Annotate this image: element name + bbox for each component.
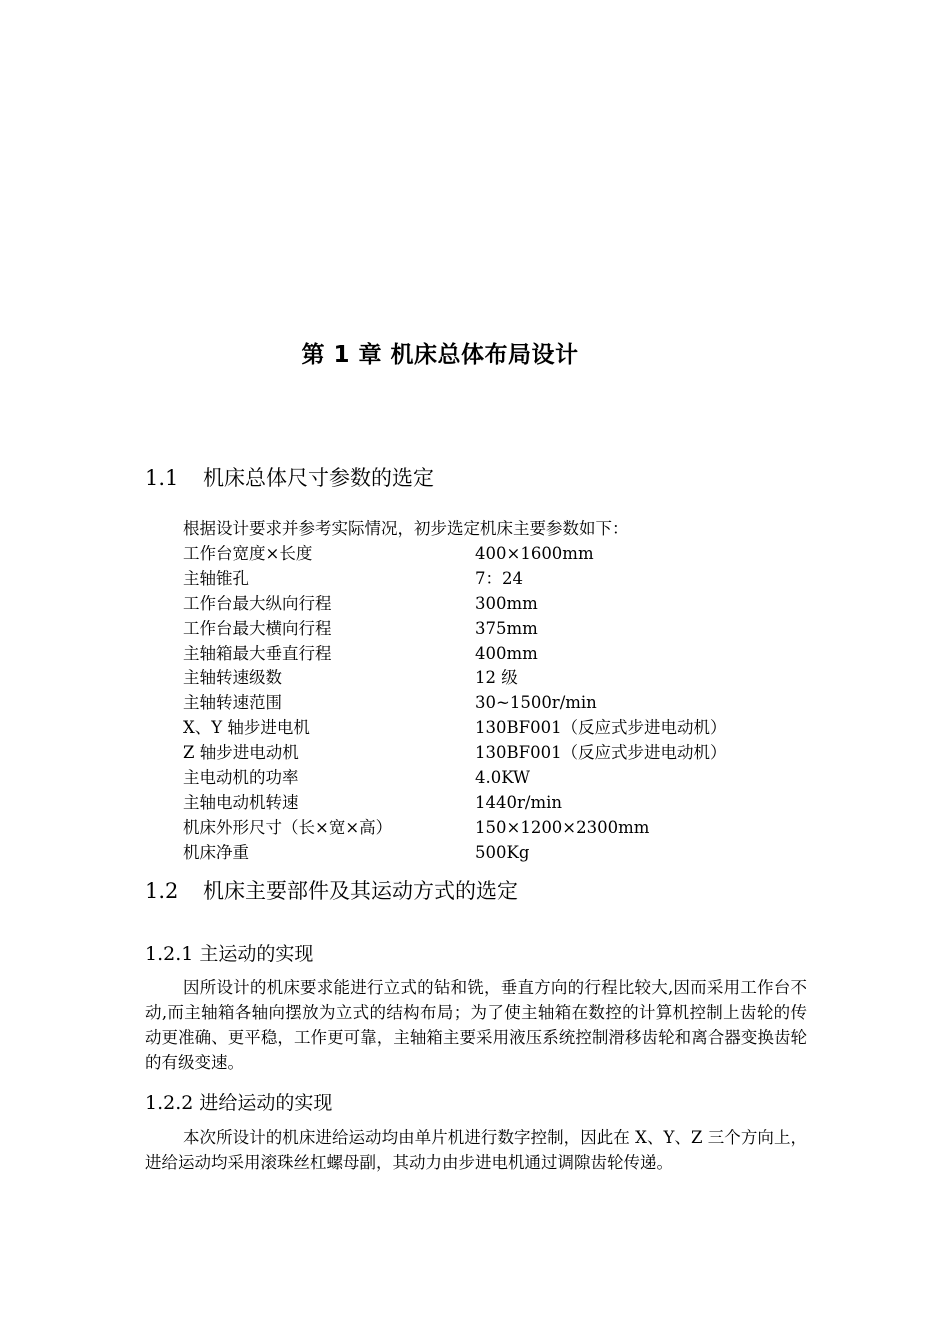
param-name: 主轴锥孔 xyxy=(183,568,249,588)
param-row xyxy=(183,615,727,640)
intro-text: 根据设计要求并参考实际情况，初步选定机床主要参数如下： xyxy=(183,519,629,538)
param-value: 300mm xyxy=(475,593,538,613)
section-1-2-1-heading: 1.2.1 主运动的实现 xyxy=(145,943,314,965)
param-name: Z 轴步进电动机 xyxy=(183,743,299,763)
param-name: 工作台宽度×长度 xyxy=(183,544,313,563)
section-1-1-heading xyxy=(145,462,434,492)
param-row xyxy=(183,540,727,565)
param-value: 400mm xyxy=(475,643,538,663)
param-row xyxy=(183,640,727,665)
section-1-2-1-paragraph: 因所设计的机床要求能进行立式的钻和铣，垂直方向的行程比较大,因而采用工作台不动,而主轴箱各轴向摆放为立式的结构布局；为了使主轴箱在数控的计算机控制上齿轮的传动更准确、更平稳，工作更可靠，主轴箱主要采用液压系统控制滑移齿轮和离合器变换齿轮的有级变速。 xyxy=(145,978,807,1072)
param-value: 500Kg xyxy=(475,842,530,862)
param-value: 375mm xyxy=(475,618,538,638)
param-row xyxy=(183,839,727,864)
param-name: 工作台最大纵向行程 xyxy=(183,593,332,613)
param-row xyxy=(183,565,727,590)
param-row xyxy=(183,814,727,839)
param-value: 7：24 xyxy=(475,568,523,588)
param-row xyxy=(183,764,727,789)
section-1-2-2-heading: 1.2.2 进给运动的实现 xyxy=(145,1092,333,1114)
param-row xyxy=(183,789,727,814)
param-value: 30~1500r/min xyxy=(475,693,597,713)
section-1-2-2-paragraph: 本次所设计的机床进给运动均由单片机进行数字控制，因此在 X、Y、Z 三个方向上，进给运动均采用滚珠丝杠螺母副，其动力由步进电机通过调隙齿轮传递。 xyxy=(145,1128,807,1172)
param-name: 主轴转速级数 xyxy=(183,668,282,688)
param-row xyxy=(183,590,727,615)
param-row xyxy=(183,689,727,714)
param-name: 机床净重 xyxy=(183,842,249,862)
param-value: 400×1600mm xyxy=(475,544,594,563)
param-value: 12 级 xyxy=(475,668,518,688)
param-row xyxy=(183,739,727,764)
chapter-title: 第 1 章 机床总体布局设计 xyxy=(301,342,579,368)
param-value: 130BF001（反应式步进电动机） xyxy=(475,743,727,763)
param-name: 主电动机的功率 xyxy=(183,768,299,788)
section-1-2-heading xyxy=(145,875,518,905)
param-value: 150×1200×2300mm xyxy=(475,817,650,837)
param-row xyxy=(183,664,727,689)
section-title: 机床总体尺寸参数的选定 xyxy=(203,466,434,490)
section-title: 机床主要部件及其运动方式的选定 xyxy=(203,879,518,903)
param-value: 4.0KW xyxy=(475,768,530,788)
params-list xyxy=(183,540,727,864)
param-name: 主轴箱最大垂直行程 xyxy=(183,643,332,663)
param-name: 主轴转速范围 xyxy=(183,693,282,713)
param-name: 主轴电动机转速 xyxy=(183,792,299,812)
section-number: 1.2 xyxy=(145,879,179,903)
param-name: X、Y 轴步进电机 xyxy=(183,718,310,738)
section-number: 1.1 xyxy=(145,466,179,490)
param-name: 机床外形尺寸（长×宽×高） xyxy=(183,817,393,837)
param-row xyxy=(183,714,727,739)
param-name: 工作台最大横向行程 xyxy=(183,618,332,638)
param-value: 1440r/min xyxy=(475,792,562,812)
param-value: 130BF001（反应式步进电动机） xyxy=(475,718,727,738)
